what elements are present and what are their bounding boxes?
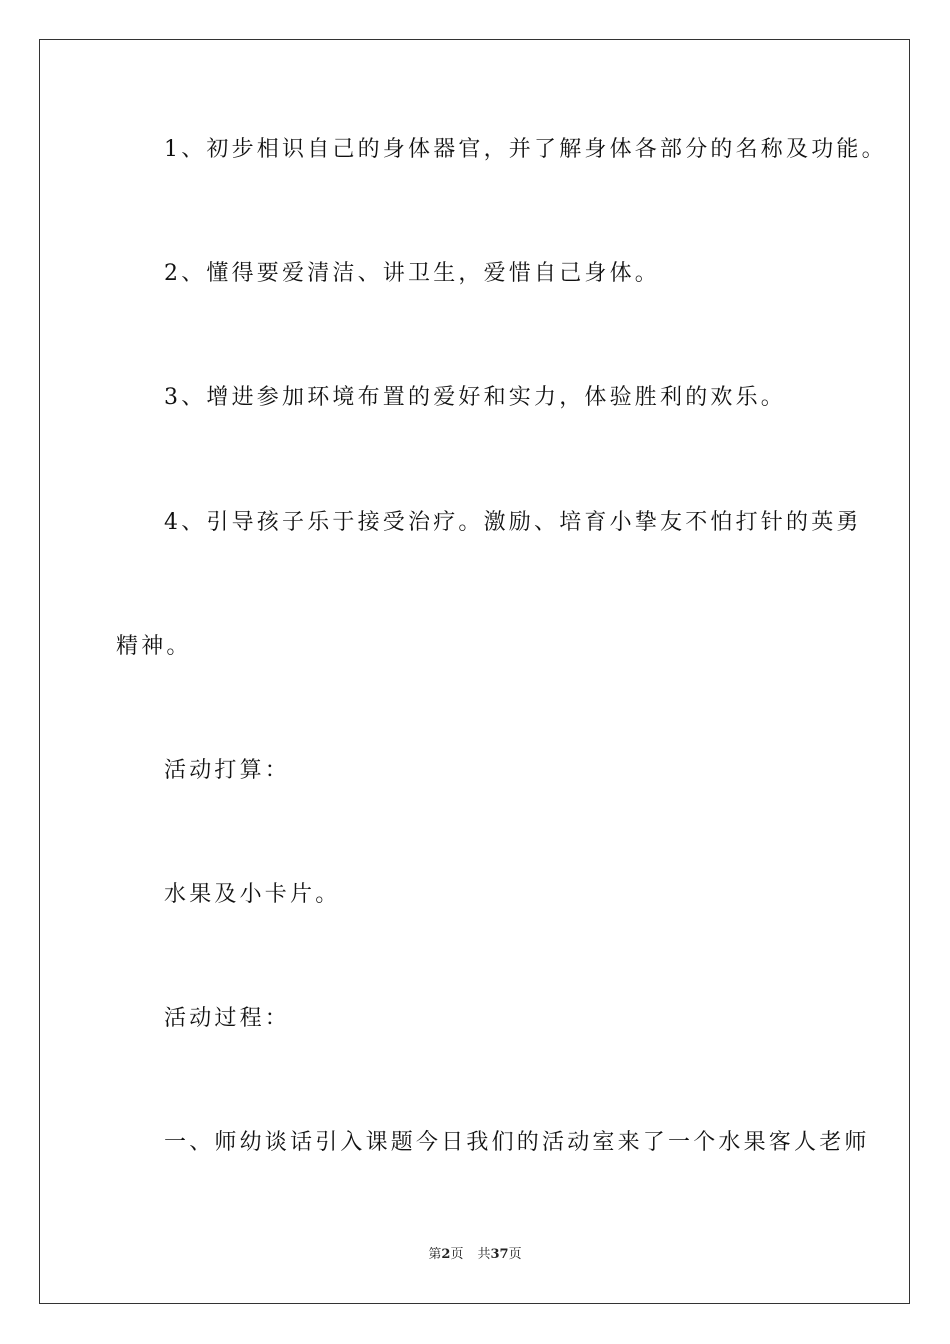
paragraph-objective-4-continued: 精神。 [116, 634, 192, 659]
paragraph-objective-3: 3、增进参加环境布置的爱好和实力，体验胜利的欢乐。 [164, 385, 786, 410]
footer-page-prefix: 第 [428, 1247, 442, 1262]
heading-activity-preparation: 活动打算： [164, 758, 291, 783]
paragraph-objective-2: 2、懂得要爱清洁、讲卫生，爱惜自己身体。 [164, 261, 660, 286]
paragraph-step-1: 一、师幼谈话引入课题今日我们的活动室来了一个水果客人老师 [164, 1130, 870, 1155]
footer-total-pages: 37 [490, 1247, 509, 1262]
footer-page-number: 2 [441, 1247, 451, 1262]
footer-page-suffix: 页 [450, 1247, 464, 1262]
heading-activity-process: 活动过程： [164, 1006, 291, 1031]
page-border [39, 39, 910, 1304]
page-footer [0, 1246, 950, 1264]
paragraph-objective-4: 4、引导孩子乐于接受治疗。激励、培育小挚友不怕打针的英勇 [164, 510, 862, 535]
footer-total-prefix: 共 [477, 1247, 491, 1262]
footer-total-suffix: 页 [508, 1247, 522, 1262]
paragraph-materials: 水果及小卡片。 [164, 882, 341, 907]
paragraph-objective-1: 1、初步相识自己的身体器官，并了解身体各部分的名称及功能。 [164, 137, 887, 162]
